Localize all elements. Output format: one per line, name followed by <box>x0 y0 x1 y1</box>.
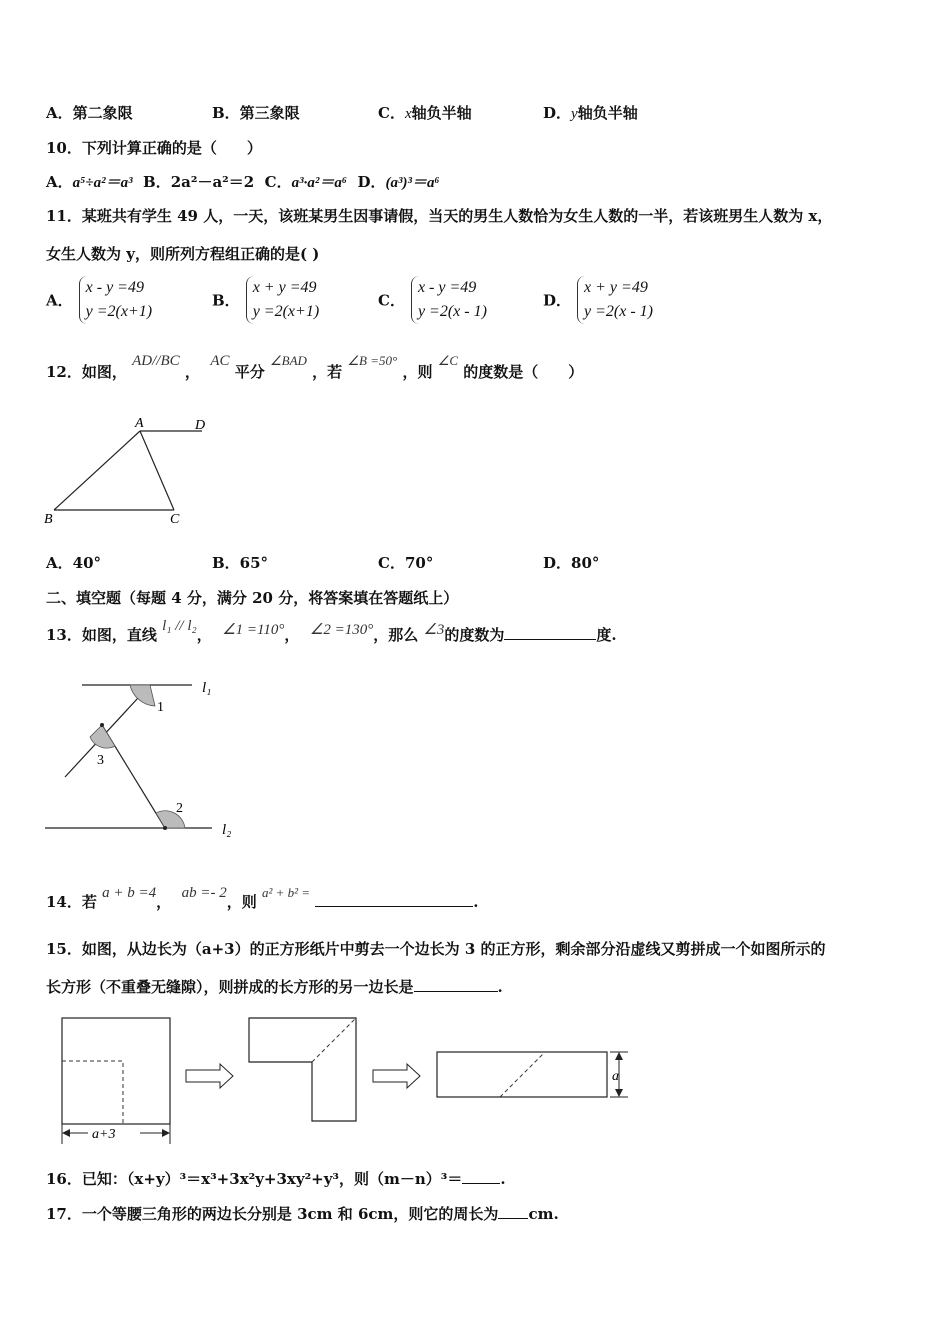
q17-answer-blank <box>498 1204 528 1219</box>
q9-option-a: A．第二象限 <box>46 104 133 122</box>
q16-answer-blank <box>462 1169 500 1184</box>
q11-option-a: A． x - y =49 y =2(x+1) <box>46 276 152 324</box>
q13-stem: 13．如图，直线 l₁ // l₂， ∠1 =110°， ∠2 =130°，那么 ∠3的度数为 度. <box>46 618 617 644</box>
q11-option-b: B． x + y =49 y =2(x+1) <box>212 276 319 324</box>
q11-stem-line2: 女生人数为 y，则所列方程组正确的是( ) <box>46 245 320 263</box>
q12-label-a: A <box>135 416 144 431</box>
q10-options: A．a⁵÷a²＝a³ B．2a²－a²＝2 C．a³·a²＝a⁶ D．(a³)³＝a⁶ <box>46 173 440 191</box>
q13-figure <box>40 672 250 842</box>
q12-stem: 12．如图， AD//BC ， AC 平分 ∠BAD ，若 ∠B =50° ，则 ∠C 的度数是（ ） <box>46 353 584 381</box>
q15-stem-line2: 长方形（不重叠无缝隙），则拼成的长方形的另一边长是 . <box>46 978 503 996</box>
q17-stem: 17．一个等腰三角形的两边长分别是 3cm 和 6cm，则它的周长为 cm. <box>46 1205 559 1223</box>
q11-option-c: C． x - y =49 y =2(x - 1) <box>378 276 487 324</box>
q13-label-l2: l₂ <box>222 822 232 838</box>
q13-answer-blank <box>504 625 596 640</box>
q15-label-a: a <box>612 1069 619 1084</box>
q14-answer-blank <box>315 892 473 907</box>
q12-option-a: A．40° <box>46 554 102 572</box>
q9-option-d: D．y轴负半轴 <box>543 104 638 122</box>
q15-label-a-plus-3: a+3 <box>92 1127 116 1142</box>
q12-option-d: D．80° <box>543 554 600 572</box>
q12-figure <box>40 410 220 530</box>
q13-label-2: 2 <box>176 801 183 816</box>
q12-option-b: B．65° <box>212 554 269 572</box>
q13-label-1: 1 <box>157 700 164 715</box>
q10-stem: 10．下列计算正确的是（ ） <box>46 139 262 157</box>
q13-label-l1: l₁ <box>202 680 212 696</box>
q12-option-c: C．70° <box>378 554 434 572</box>
q11-stem-line1: 11．某班共有学生 49 人，一天，该班某男生因事请假，当天的男生人数恰为女生人数的一半，若该班男生人数为 x， <box>46 207 833 225</box>
q12-label-b: B <box>44 512 53 527</box>
q11-option-d: D． x + y =49 y =2(x - 1) <box>543 276 653 324</box>
q9-option-c: C．x轴负半轴 <box>378 104 472 122</box>
section-heading-fill-in: 二、填空题（每题 4 分，满分 20 分，将答案填在答题纸上） <box>46 589 459 607</box>
q15-figure <box>50 1010 650 1150</box>
q14-stem: 14．若 a + b =4， ab =- 2，则 a² + b² = . <box>46 885 479 911</box>
q9-option-b: B．第三象限 <box>212 104 300 122</box>
q16-stem: 16．已知：（x+y）³＝x³+3x²y+3xy²+y³，则（m－n）³＝ . <box>46 1170 506 1188</box>
q13-label-3: 3 <box>97 753 104 768</box>
q12-label-c: C <box>170 512 180 527</box>
q15-answer-blank <box>414 977 498 992</box>
q15-stem-line1: 15．如图，从边长为（a+3）的正方形纸片中剪去一个边长为 3 的正方形，剩余部分沿虚线又剪拼成一个如图所示的 <box>46 940 826 958</box>
q12-label-d: D <box>195 418 206 433</box>
